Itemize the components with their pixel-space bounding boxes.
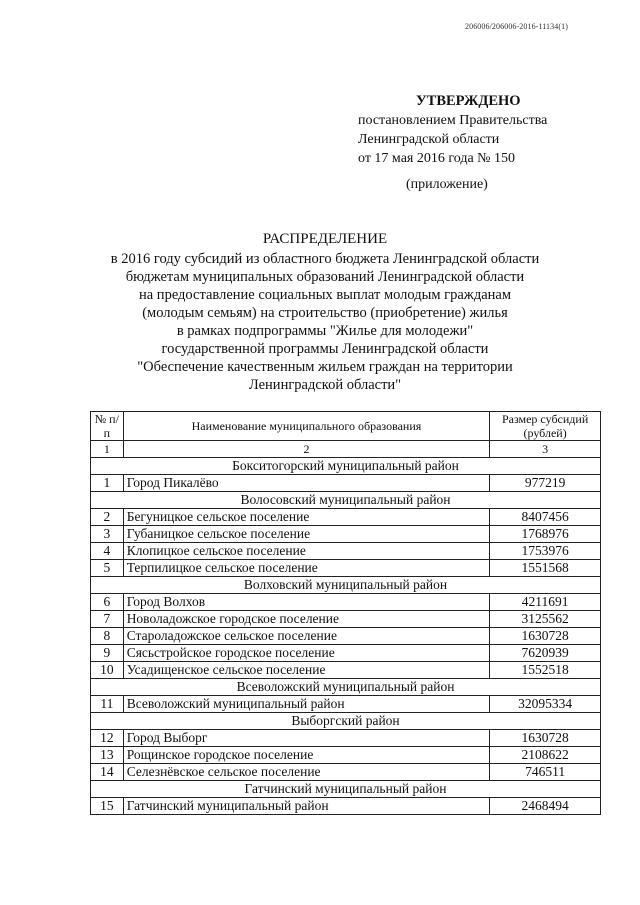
region-row — [91, 713, 601, 730]
row-amount: 1552518 — [490, 662, 601, 679]
title-line: государственной программы Ленинградской области — [161, 341, 489, 357]
table-row — [91, 696, 601, 713]
row-num: 4 — [91, 543, 124, 560]
row-name: Город Выборг — [123, 730, 490, 747]
table-row — [91, 764, 601, 781]
column-number: 1 — [91, 441, 124, 458]
title-line: в 2016 году субсидий из областного бюджета Ленинградской области — [110, 251, 540, 267]
region-name: Волховский муниципальный район — [91, 577, 601, 594]
title-line: в рамках подпрограммы "Жилье для молодежи" — [176, 323, 474, 339]
row-name: Терпилицкое сельское поселение — [123, 560, 490, 577]
row-num: 13 — [91, 747, 124, 764]
document-title — [90, 230, 560, 394]
row-name: Город Волхов — [123, 594, 490, 611]
row-num: 3 — [91, 526, 124, 543]
row-name: Рощинское городское поселение — [123, 747, 490, 764]
row-num: 15 — [91, 798, 124, 815]
row-amount: 1551568 — [490, 560, 601, 577]
table-row — [91, 560, 601, 577]
row-num: 14 — [91, 764, 124, 781]
approval-line: Ленинградской области — [358, 132, 500, 147]
row-amount: 3125562 — [490, 611, 601, 628]
row-num: 12 — [91, 730, 124, 747]
row-num: 9 — [91, 645, 124, 662]
table-row — [91, 611, 601, 628]
title-line: "Обеспечение качественным жильем граждан на территории — [137, 359, 513, 375]
row-num: 1 — [91, 475, 124, 492]
header-name: Наименование муниципального образования — [123, 412, 490, 441]
table-row — [91, 526, 601, 543]
row-num: 10 — [91, 662, 124, 679]
table-row — [91, 747, 601, 764]
row-amount: 1768976 — [490, 526, 601, 543]
subsidy-table — [90, 411, 601, 815]
table-row — [91, 628, 601, 645]
approval-line: от 17 мая 2016 года № 150 — [358, 151, 516, 166]
row-name: Клопицкое сельское поселение — [123, 543, 490, 560]
row-amount: 32095334 — [490, 696, 601, 713]
row-name: Староладожское сельское поселение — [123, 628, 490, 645]
row-amount: 2468494 — [490, 798, 601, 815]
table-header-row — [91, 412, 601, 441]
column-number-row — [91, 441, 601, 458]
row-name: Гатчинский муниципальный район — [123, 798, 490, 815]
row-num: 8 — [91, 628, 124, 645]
column-number: 3 — [490, 441, 601, 458]
row-amount: 1753976 — [490, 543, 601, 560]
region-row — [91, 492, 601, 509]
row-amount: 977219 — [490, 475, 601, 492]
table-row — [91, 543, 601, 560]
region-row — [91, 781, 601, 798]
approval-heading: УТВЕРЖДЕНО — [416, 93, 521, 109]
row-name: Бегуницкое сельское поселение — [123, 509, 490, 526]
row-amount: 1630728 — [490, 730, 601, 747]
document-id: 206006/206006-2016-11134(1) — [465, 22, 568, 31]
region-row — [91, 679, 601, 696]
row-name: Новоладожское городское поселение — [123, 611, 490, 628]
row-name: Селезнёвское сельское поселение — [123, 764, 490, 781]
row-num: 6 — [91, 594, 124, 611]
row-amount: 1630728 — [490, 628, 601, 645]
row-amount: 2108622 — [490, 747, 601, 764]
region-name: Гатчинский муниципальный район — [91, 781, 601, 798]
row-name: Всеволожский муниципальный район — [123, 696, 490, 713]
header-amount: Размер субсидий (рублей) — [490, 412, 601, 441]
row-num: 11 — [91, 696, 124, 713]
region-name: Выборгский район — [91, 713, 601, 730]
table-row — [91, 645, 601, 662]
row-name: Город Пикалёво — [123, 475, 490, 492]
row-amount: 4211691 — [490, 594, 601, 611]
region-row — [91, 577, 601, 594]
title-line: (молодым семьям) на строительство (приобретение) жилья — [142, 305, 508, 321]
column-number: 2 — [123, 441, 490, 458]
title-heading: РАСПРЕДЕЛЕНИЕ — [262, 231, 388, 247]
row-name: Губаницкое сельское поселение — [123, 526, 490, 543]
row-amount: 8407456 — [490, 509, 601, 526]
table-row — [91, 662, 601, 679]
region-name: Волосовский муниципальный район — [91, 492, 601, 509]
table-row — [91, 475, 601, 492]
table-row — [91, 509, 601, 526]
table-row — [91, 798, 601, 815]
row-amount: 7620939 — [490, 645, 601, 662]
table-row — [91, 730, 601, 747]
approval-block — [358, 92, 618, 194]
table-body — [91, 458, 601, 815]
title-line: Ленинградской области" — [248, 377, 402, 393]
row-num: 2 — [91, 509, 124, 526]
approval-line: постановлением Правительства — [358, 113, 548, 128]
region-row — [91, 458, 601, 475]
row-num: 5 — [91, 560, 124, 577]
title-line: на предоставление социальных выплат молодым гражданам — [138, 287, 511, 303]
region-name: Бокситогорский муниципальный район — [91, 458, 601, 475]
row-name: Усадищенское сельское поселение — [123, 662, 490, 679]
title-line: бюджетам муниципальных образований Ленинградской области — [125, 269, 525, 285]
appendix-label: (приложение) — [406, 177, 488, 192]
row-num: 7 — [91, 611, 124, 628]
row-name: Сясьстройское городское поселение — [123, 645, 490, 662]
row-amount: 746511 — [490, 764, 601, 781]
header-num: № п/п — [91, 412, 124, 441]
table-row — [91, 594, 601, 611]
region-name: Всеволожский муниципальный район — [91, 679, 601, 696]
